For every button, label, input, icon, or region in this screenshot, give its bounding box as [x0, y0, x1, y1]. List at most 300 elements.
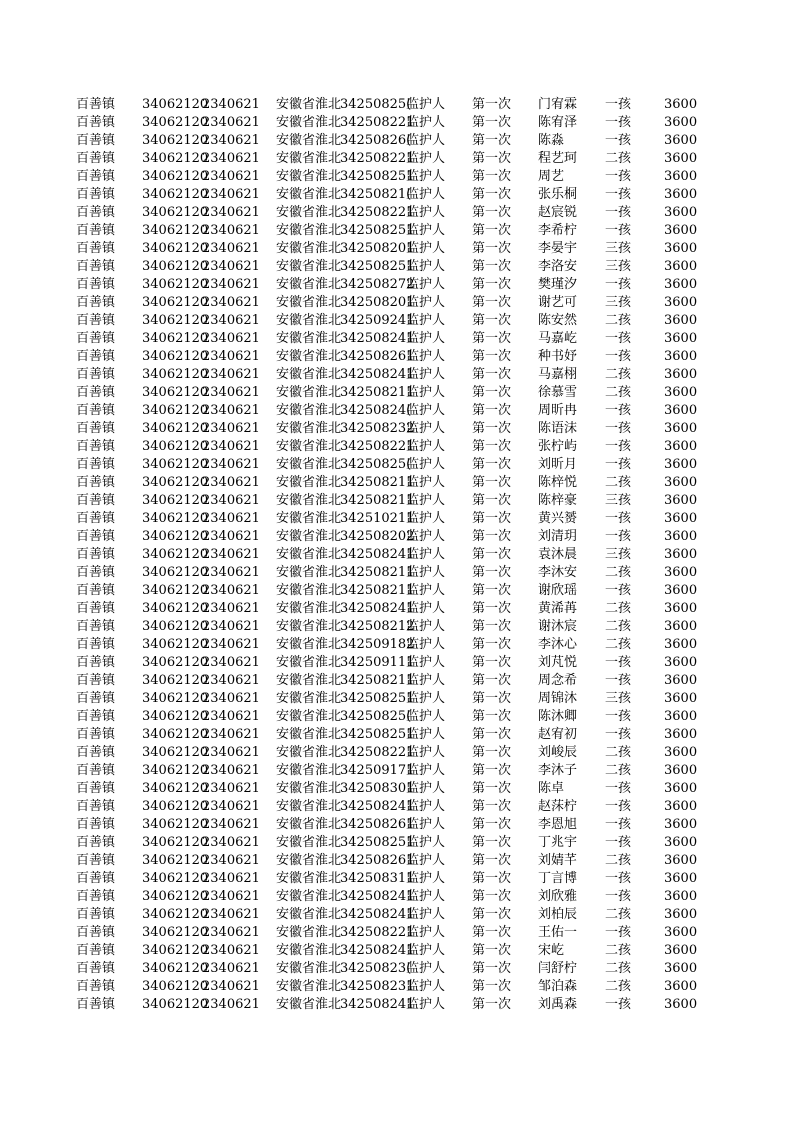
township-cell: 百善镇	[76, 961, 116, 976]
table-row	[0, 276, 793, 294]
child-name-cell: 李恩旭	[538, 817, 578, 832]
child-name-cell: 门宥霖	[538, 97, 578, 112]
amount-cell: 3600	[664, 475, 698, 490]
application-count-cell: 第一次	[472, 601, 512, 616]
address-cell: 安徽省淮北	[276, 385, 342, 400]
township-cell: 百善镇	[76, 151, 116, 166]
table-row	[0, 564, 793, 582]
id-number-cell: 342508221	[340, 925, 415, 940]
address-cell: 安徽省淮北	[276, 781, 342, 796]
birth-order-cell: 三孩	[605, 547, 632, 562]
address-cell: 安徽省淮北	[276, 511, 342, 526]
table-row	[0, 978, 793, 996]
child-name-cell: 刘欣雅	[538, 889, 578, 904]
township-cell: 百善镇	[76, 313, 116, 328]
id-number-cell: 342508251	[340, 169, 415, 184]
relation-cell: 监护人	[406, 619, 446, 634]
address-cell: 安徽省淮北	[276, 457, 342, 472]
id-number-cell: 342508201	[340, 241, 415, 256]
id-number-cell: 342510211	[340, 511, 415, 526]
amount-cell: 3600	[664, 457, 698, 472]
relation-cell: 监护人	[406, 961, 446, 976]
region-code-2-cell: 2340621	[202, 691, 260, 706]
township-cell: 百善镇	[76, 529, 116, 544]
application-count-cell: 第一次	[472, 187, 512, 202]
birth-order-cell: 一孩	[605, 727, 632, 742]
application-count-cell: 第一次	[472, 529, 512, 544]
township-cell: 百善镇	[76, 511, 116, 526]
amount-cell: 3600	[664, 151, 698, 166]
township-cell: 百善镇	[76, 619, 116, 634]
township-cell: 百善镇	[76, 205, 116, 220]
subsidy-table	[0, 96, 793, 1014]
birth-order-cell: 一孩	[605, 115, 632, 130]
region-code-2-cell: 2340621	[202, 259, 260, 274]
township-cell: 百善镇	[76, 385, 116, 400]
amount-cell: 3600	[664, 997, 698, 1012]
amount-cell: 3600	[664, 187, 698, 202]
amount-cell: 3600	[664, 799, 698, 814]
region-code-2-cell: 2340621	[202, 493, 260, 508]
table-row	[0, 492, 793, 510]
region-code-2-cell: 2340621	[202, 655, 260, 670]
address-cell: 安徽省淮北	[276, 241, 342, 256]
birth-order-cell: 二孩	[605, 943, 632, 958]
region-code-2-cell: 2340621	[202, 169, 260, 184]
address-cell: 安徽省淮北	[276, 277, 342, 292]
table-row	[0, 708, 793, 726]
birth-order-cell: 一孩	[605, 655, 632, 670]
region-code-2-cell: 2340621	[202, 673, 260, 688]
application-count-cell: 第一次	[472, 817, 512, 832]
id-number-cell: 34250823(	[340, 961, 412, 976]
address-cell: 安徽省淮北	[276, 673, 342, 688]
id-number-cell: 342508241	[340, 331, 415, 346]
address-cell: 安徽省淮北	[276, 349, 342, 364]
birth-order-cell: 一孩	[605, 439, 632, 454]
relation-cell: 监护人	[406, 259, 446, 274]
region-code-cell: 34062120	[142, 547, 209, 562]
relation-cell: 监护人	[406, 457, 446, 472]
address-cell: 安徽省淮北	[276, 223, 342, 238]
child-name-cell: 周昕冉	[538, 403, 578, 418]
id-number-cell: 342508202	[340, 529, 415, 544]
child-name-cell: 李沐心	[538, 637, 578, 652]
address-cell: 安徽省淮北	[276, 115, 342, 130]
region-code-cell: 34062120	[142, 349, 209, 364]
relation-cell: 监护人	[406, 691, 446, 706]
application-count-cell: 第一次	[472, 979, 512, 994]
address-cell: 安徽省淮北	[276, 601, 342, 616]
amount-cell: 3600	[664, 637, 698, 652]
child-name-cell: 马嘉屹	[538, 331, 578, 346]
address-cell: 安徽省淮北	[276, 925, 342, 940]
table-row	[0, 240, 793, 258]
region-code-2-cell: 2340621	[202, 439, 260, 454]
township-cell: 百善镇	[76, 637, 116, 652]
birth-order-cell: 一孩	[605, 349, 632, 364]
table-row	[0, 510, 793, 528]
birth-order-cell: 二孩	[605, 475, 632, 490]
id-number-cell: 342508241	[340, 799, 415, 814]
table-row	[0, 258, 793, 276]
township-cell: 百善镇	[76, 601, 116, 616]
birth-order-cell: 一孩	[605, 925, 632, 940]
birth-order-cell: 二孩	[605, 745, 632, 760]
birth-order-cell: 二孩	[605, 961, 632, 976]
id-number-cell: 342508221	[340, 151, 415, 166]
amount-cell: 3600	[664, 835, 698, 850]
application-count-cell: 第一次	[472, 745, 512, 760]
address-cell: 安徽省淮北	[276, 295, 342, 310]
region-code-2-cell: 2340621	[202, 403, 260, 418]
application-count-cell: 第一次	[472, 943, 512, 958]
region-code-cell: 34062120	[142, 295, 209, 310]
region-code-cell: 34062120	[142, 871, 209, 886]
application-count-cell: 第一次	[472, 565, 512, 580]
birth-order-cell: 三孩	[605, 259, 632, 274]
amount-cell: 3600	[664, 403, 698, 418]
amount-cell: 3600	[664, 673, 698, 688]
amount-cell: 3600	[664, 367, 698, 382]
relation-cell: 监护人	[406, 781, 446, 796]
application-count-cell: 第一次	[472, 997, 512, 1012]
township-cell: 百善镇	[76, 889, 116, 904]
id-number-cell: 342508301	[340, 781, 415, 796]
id-number-cell: 342508221	[340, 115, 415, 130]
child-name-cell: 张乐桐	[538, 187, 578, 202]
township-cell: 百善镇	[76, 277, 116, 292]
region-code-cell: 34062120	[142, 709, 209, 724]
child-name-cell: 徐慕雪	[538, 385, 578, 400]
relation-cell: 监护人	[406, 313, 446, 328]
birth-order-cell: 三孩	[605, 493, 632, 508]
amount-cell: 3600	[664, 493, 698, 508]
amount-cell: 3600	[664, 925, 698, 940]
address-cell: 安徽省淮北	[276, 961, 342, 976]
address-cell: 安徽省淮北	[276, 907, 342, 922]
region-code-2-cell: 2340621	[202, 367, 260, 382]
amount-cell: 3600	[664, 979, 698, 994]
application-count-cell: 第一次	[472, 367, 512, 382]
relation-cell: 监护人	[406, 115, 446, 130]
region-code-2-cell: 2340621	[202, 511, 260, 526]
child-name-cell: 黄浠苒	[538, 601, 578, 616]
region-code-cell: 34062120	[142, 367, 209, 382]
township-cell: 百善镇	[76, 331, 116, 346]
address-cell: 安徽省淮北	[276, 853, 342, 868]
relation-cell: 监护人	[406, 583, 446, 598]
id-number-cell: 342508311	[340, 871, 415, 886]
amount-cell: 3600	[664, 277, 698, 292]
address-cell: 安徽省淮北	[276, 709, 342, 724]
relation-cell: 监护人	[406, 385, 446, 400]
id-number-cell: 342508241	[340, 907, 415, 922]
region-code-cell: 34062120	[142, 205, 209, 220]
child-name-cell: 赵宸锐	[538, 205, 578, 220]
relation-cell: 监护人	[406, 547, 446, 562]
region-code-cell: 34062120	[142, 187, 209, 202]
amount-cell: 3600	[664, 313, 698, 328]
id-number-cell: 342509111	[340, 655, 415, 670]
township-cell: 百善镇	[76, 97, 116, 112]
id-number-cell: 342508241	[340, 997, 415, 1012]
township-cell: 百善镇	[76, 583, 116, 598]
region-code-2-cell: 2340621	[202, 277, 260, 292]
township-cell: 百善镇	[76, 835, 116, 850]
application-count-cell: 第一次	[472, 619, 512, 634]
address-cell: 安徽省淮北	[276, 727, 342, 742]
child-name-cell: 宋屹	[538, 943, 565, 958]
child-name-cell: 刘柏辰	[538, 907, 578, 922]
amount-cell: 3600	[664, 223, 698, 238]
region-code-2-cell: 2340621	[202, 223, 260, 238]
birth-order-cell: 一孩	[605, 997, 632, 1012]
amount-cell: 3600	[664, 259, 698, 274]
child-name-cell: 邹泊森	[538, 979, 578, 994]
region-code-cell: 34062120	[142, 763, 209, 778]
township-cell: 百善镇	[76, 817, 116, 832]
address-cell: 安徽省淮北	[276, 169, 342, 184]
amount-cell: 3600	[664, 907, 698, 922]
township-cell: 百善镇	[76, 475, 116, 490]
child-name-cell: 陈安然	[538, 313, 578, 328]
application-count-cell: 第一次	[472, 97, 512, 112]
table-row	[0, 582, 793, 600]
id-number-cell: 342508212	[340, 619, 415, 634]
relation-cell: 监护人	[406, 799, 446, 814]
child-name-cell: 李沐子	[538, 763, 578, 778]
id-number-cell: 34250825(	[340, 97, 412, 112]
application-count-cell: 第一次	[472, 331, 512, 346]
amount-cell: 3600	[664, 871, 698, 886]
child-name-cell: 陈淼	[538, 133, 565, 148]
region-code-2-cell: 2340621	[202, 637, 260, 652]
relation-cell: 监护人	[406, 601, 446, 616]
region-code-cell: 34062120	[142, 133, 209, 148]
table-row	[0, 384, 793, 402]
id-number-cell: 342509182	[340, 637, 415, 652]
relation-cell: 监护人	[406, 925, 446, 940]
child-name-cell: 谢沐宸	[538, 619, 578, 634]
region-code-cell: 34062120	[142, 601, 209, 616]
township-cell: 百善镇	[76, 187, 116, 202]
application-count-cell: 第一次	[472, 493, 512, 508]
child-name-cell: 陈梓悦	[538, 475, 578, 490]
region-code-2-cell: 2340621	[202, 853, 260, 868]
region-code-2-cell: 2340621	[202, 997, 260, 1012]
township-cell: 百善镇	[76, 493, 116, 508]
region-code-2-cell: 2340621	[202, 781, 260, 796]
id-number-cell: 342509241	[340, 313, 415, 328]
relation-cell: 监护人	[406, 835, 446, 850]
table-row	[0, 420, 793, 438]
table-row	[0, 222, 793, 240]
address-cell: 安徽省淮北	[276, 529, 342, 544]
township-cell: 百善镇	[76, 781, 116, 796]
table-row	[0, 816, 793, 834]
region-code-cell: 34062120	[142, 223, 209, 238]
id-number-cell: 342508241	[340, 367, 415, 382]
application-count-cell: 第一次	[472, 799, 512, 814]
address-cell: 安徽省淮北	[276, 691, 342, 706]
township-cell: 百善镇	[76, 223, 116, 238]
birth-order-cell: 一孩	[605, 529, 632, 544]
child-name-cell: 刘昕月	[538, 457, 578, 472]
amount-cell: 3600	[664, 889, 698, 904]
application-count-cell: 第一次	[472, 421, 512, 436]
application-count-cell: 第一次	[472, 547, 512, 562]
id-number-cell: 34250825(	[340, 709, 412, 724]
amount-cell: 3600	[664, 943, 698, 958]
id-number-cell: 34250821(	[340, 187, 412, 202]
table-row	[0, 330, 793, 348]
id-number-cell: 342508251	[340, 727, 415, 742]
address-cell: 安徽省淮北	[276, 619, 342, 634]
relation-cell: 监护人	[406, 979, 446, 994]
region-code-2-cell: 2340621	[202, 925, 260, 940]
birth-order-cell: 三孩	[605, 241, 632, 256]
relation-cell: 监护人	[406, 277, 446, 292]
region-code-2-cell: 2340621	[202, 529, 260, 544]
child-name-cell: 陈宥泽	[538, 115, 578, 130]
relation-cell: 监护人	[406, 187, 446, 202]
relation-cell: 监护人	[406, 763, 446, 778]
address-cell: 安徽省淮北	[276, 943, 342, 958]
address-cell: 安徽省淮北	[276, 871, 342, 886]
application-count-cell: 第一次	[472, 763, 512, 778]
table-row	[0, 906, 793, 924]
id-number-cell: 342508211	[340, 565, 415, 580]
relation-cell: 监护人	[406, 421, 446, 436]
amount-cell: 3600	[664, 97, 698, 112]
amount-cell: 3600	[664, 709, 698, 724]
child-name-cell: 陈语沫	[538, 421, 578, 436]
id-number-cell: 342508221	[340, 439, 415, 454]
region-code-2-cell: 2340621	[202, 349, 260, 364]
region-code-2-cell: 2340621	[202, 151, 260, 166]
table-row	[0, 726, 793, 744]
township-cell: 百善镇	[76, 295, 116, 310]
township-cell: 百善镇	[76, 979, 116, 994]
application-count-cell: 第一次	[472, 835, 512, 850]
birth-order-cell: 二孩	[605, 637, 632, 652]
id-number-cell: 34250826(	[340, 133, 412, 148]
table-row	[0, 438, 793, 456]
application-count-cell: 第一次	[472, 781, 512, 796]
amount-cell: 3600	[664, 169, 698, 184]
id-number-cell: 342508231	[340, 979, 415, 994]
address-cell: 安徽省淮北	[276, 763, 342, 778]
region-code-2-cell: 2340621	[202, 205, 260, 220]
application-count-cell: 第一次	[472, 403, 512, 418]
id-number-cell: 342508241	[340, 889, 415, 904]
region-code-2-cell: 2340621	[202, 619, 260, 634]
region-code-cell: 34062120	[142, 241, 209, 256]
region-code-2-cell: 2340621	[202, 331, 260, 346]
application-count-cell: 第一次	[472, 709, 512, 724]
birth-order-cell: 一孩	[605, 835, 632, 850]
address-cell: 安徽省淮北	[276, 655, 342, 670]
address-cell: 安徽省淮北	[276, 259, 342, 274]
id-number-cell: 342508201	[340, 295, 415, 310]
child-name-cell: 刘禹森	[538, 997, 578, 1012]
region-code-2-cell: 2340621	[202, 457, 260, 472]
birth-order-cell: 二孩	[605, 853, 632, 868]
amount-cell: 3600	[664, 295, 698, 310]
region-code-2-cell: 2340621	[202, 115, 260, 130]
township-cell: 百善镇	[76, 763, 116, 778]
relation-cell: 监护人	[406, 241, 446, 256]
address-cell: 安徽省淮北	[276, 367, 342, 382]
child-name-cell: 李沐安	[538, 565, 578, 580]
region-code-cell: 34062120	[142, 691, 209, 706]
table-row	[0, 528, 793, 546]
address-cell: 安徽省淮北	[276, 493, 342, 508]
table-row	[0, 312, 793, 330]
amount-cell: 3600	[664, 421, 698, 436]
birth-order-cell: 一孩	[605, 709, 632, 724]
table-row	[0, 348, 793, 366]
relation-cell: 监护人	[406, 169, 446, 184]
township-cell: 百善镇	[76, 691, 116, 706]
amount-cell: 3600	[664, 691, 698, 706]
id-number-cell: 342508211	[340, 583, 415, 598]
region-code-2-cell: 2340621	[202, 97, 260, 112]
region-code-2-cell: 2340621	[202, 835, 260, 850]
birth-order-cell: 一孩	[605, 223, 632, 238]
township-cell: 百善镇	[76, 421, 116, 436]
township-cell: 百善镇	[76, 367, 116, 382]
region-code-cell: 34062120	[142, 493, 209, 508]
region-code-2-cell: 2340621	[202, 763, 260, 778]
relation-cell: 监护人	[406, 889, 446, 904]
child-name-cell: 陈卓	[538, 781, 565, 796]
table-row	[0, 744, 793, 762]
amount-cell: 3600	[664, 853, 698, 868]
region-code-cell: 34062120	[142, 799, 209, 814]
birth-order-cell: 二孩	[605, 385, 632, 400]
address-cell: 安徽省淮北	[276, 565, 342, 580]
amount-cell: 3600	[664, 331, 698, 346]
relation-cell: 监护人	[406, 439, 446, 454]
address-cell: 安徽省淮北	[276, 583, 342, 598]
amount-cell: 3600	[664, 547, 698, 562]
child-name-cell: 袁沐晨	[538, 547, 578, 562]
relation-cell: 监护人	[406, 493, 446, 508]
child-name-cell: 丁兆宇	[538, 835, 578, 850]
region-code-cell: 34062120	[142, 169, 209, 184]
region-code-cell: 34062120	[142, 637, 209, 652]
region-code-2-cell: 2340621	[202, 313, 260, 328]
township-cell: 百善镇	[76, 925, 116, 940]
township-cell: 百善镇	[76, 997, 116, 1012]
region-code-cell: 34062120	[142, 421, 209, 436]
birth-order-cell: 二孩	[605, 367, 632, 382]
application-count-cell: 第一次	[472, 313, 512, 328]
birth-order-cell: 一孩	[605, 205, 632, 220]
table-row	[0, 870, 793, 888]
relation-cell: 监护人	[406, 97, 446, 112]
child-name-cell: 刘芃悦	[538, 655, 578, 670]
relation-cell: 监护人	[406, 997, 446, 1012]
address-cell: 安徽省淮北	[276, 745, 342, 760]
address-cell: 安徽省淮北	[276, 835, 342, 850]
region-code-cell: 34062120	[142, 475, 209, 490]
application-count-cell: 第一次	[472, 277, 512, 292]
address-cell: 安徽省淮北	[276, 439, 342, 454]
child-name-cell: 丁言博	[538, 871, 578, 886]
